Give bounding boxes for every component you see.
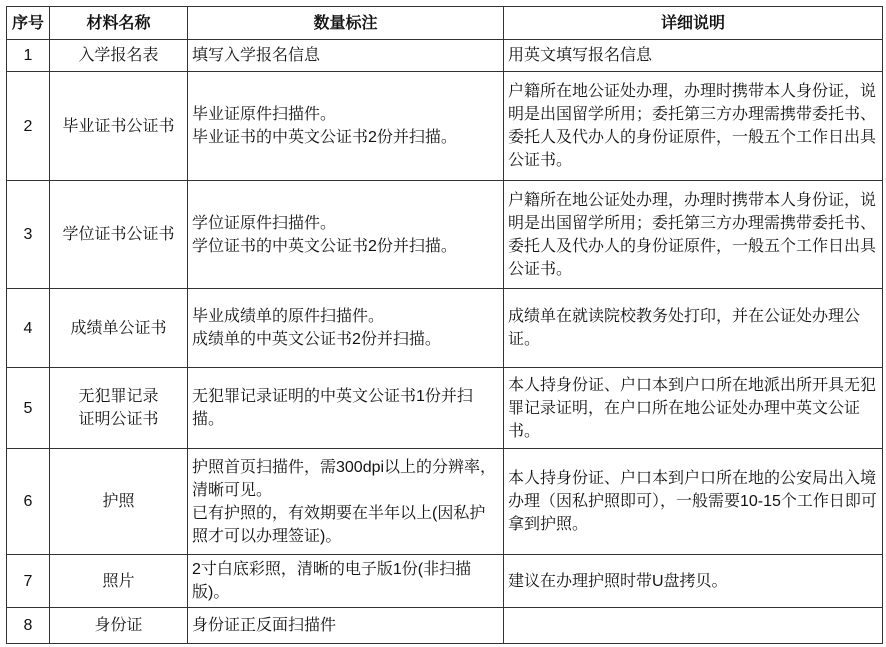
table-row	[7, 449, 883, 555]
table-row	[7, 368, 883, 449]
material-name: 身份证	[50, 608, 188, 644]
table-row	[7, 608, 883, 644]
material-name: 成绩单公证书	[50, 289, 188, 368]
row-number: 3	[7, 181, 50, 289]
header-name: 材料名称	[50, 7, 188, 40]
header-quantity: 数量标注	[188, 7, 504, 40]
table-row	[7, 40, 883, 72]
quantity-note: 毕业证原件扫描件。 毕业证书的中英文公证书2份并扫描。	[188, 72, 504, 181]
quantity-note: 身份证正反面扫描件	[188, 608, 504, 644]
header-detail: 详细说明	[504, 7, 883, 40]
header-no: 序号	[7, 7, 50, 40]
material-name: 入学报名表	[50, 40, 188, 72]
quantity-note: 2寸白底彩照，清晰的电子版1份(非扫描版)。	[188, 555, 504, 608]
quantity-note: 毕业成绩单的原件扫描件。 成绩单的中英文公证书2份并扫描。	[188, 289, 504, 368]
detail-description	[504, 608, 883, 644]
material-name: 照片	[50, 555, 188, 608]
table-row	[7, 555, 883, 608]
row-number: 6	[7, 449, 50, 555]
material-name: 护照	[50, 449, 188, 555]
table-row	[7, 72, 883, 181]
quantity-note: 无犯罪记录证明的中英文公证书1份并扫描。	[188, 368, 504, 449]
detail-description: 户籍所在地公证处办理，办理时携带本人身份证，说明是出国留学所用；委托第三方办理需携带委托书、委托人及代办人的身份证原件，一般五个工作日出具公证书。	[504, 72, 883, 181]
row-number: 7	[7, 555, 50, 608]
detail-description: 本人持身份证、户口本到户口所在地派出所开具无犯罪记录证明，在户口所在地公证处办理中英文公证书。	[504, 368, 883, 449]
detail-description: 用英文填写报名信息	[504, 40, 883, 72]
row-number: 4	[7, 289, 50, 368]
detail-description: 户籍所在地公证处办理，办理时携带本人身份证，说明是出国留学所用；委托第三方办理需携带委托书、委托人及代办人的身份证原件，一般五个工作日出具公证书。	[504, 181, 883, 289]
quantity-note: 护照首页扫描件，需300dpi以上的分辨率，清晰可见。 已有护照的，有效期要在半年以上(因私护照才可以办理签证)。	[188, 449, 504, 555]
quantity-note: 填写入学报名信息	[188, 40, 504, 72]
detail-description: 本人持身份证、户口本到户口所在地的公安局出入境办理（因私护照即可），一般需要10-15个工作日即可拿到护照。	[504, 449, 883, 555]
row-number: 1	[7, 40, 50, 72]
row-number: 8	[7, 608, 50, 644]
materials-table	[6, 6, 883, 644]
row-number: 2	[7, 72, 50, 181]
detail-description: 成绩单在就读院校教务处打印，并在公证处办理公证。	[504, 289, 883, 368]
material-name: 毕业证书公证书	[50, 72, 188, 181]
table-row	[7, 181, 883, 289]
table-row	[7, 289, 883, 368]
material-name: 无犯罪记录 证明公证书	[50, 368, 188, 449]
detail-description: 建议在办理护照时带U盘拷贝。	[504, 555, 883, 608]
header-row	[7, 7, 883, 40]
row-number: 5	[7, 368, 50, 449]
material-name: 学位证书公证书	[50, 181, 188, 289]
quantity-note: 学位证原件扫描件。 学位证书的中英文公证书2份并扫描。	[188, 181, 504, 289]
